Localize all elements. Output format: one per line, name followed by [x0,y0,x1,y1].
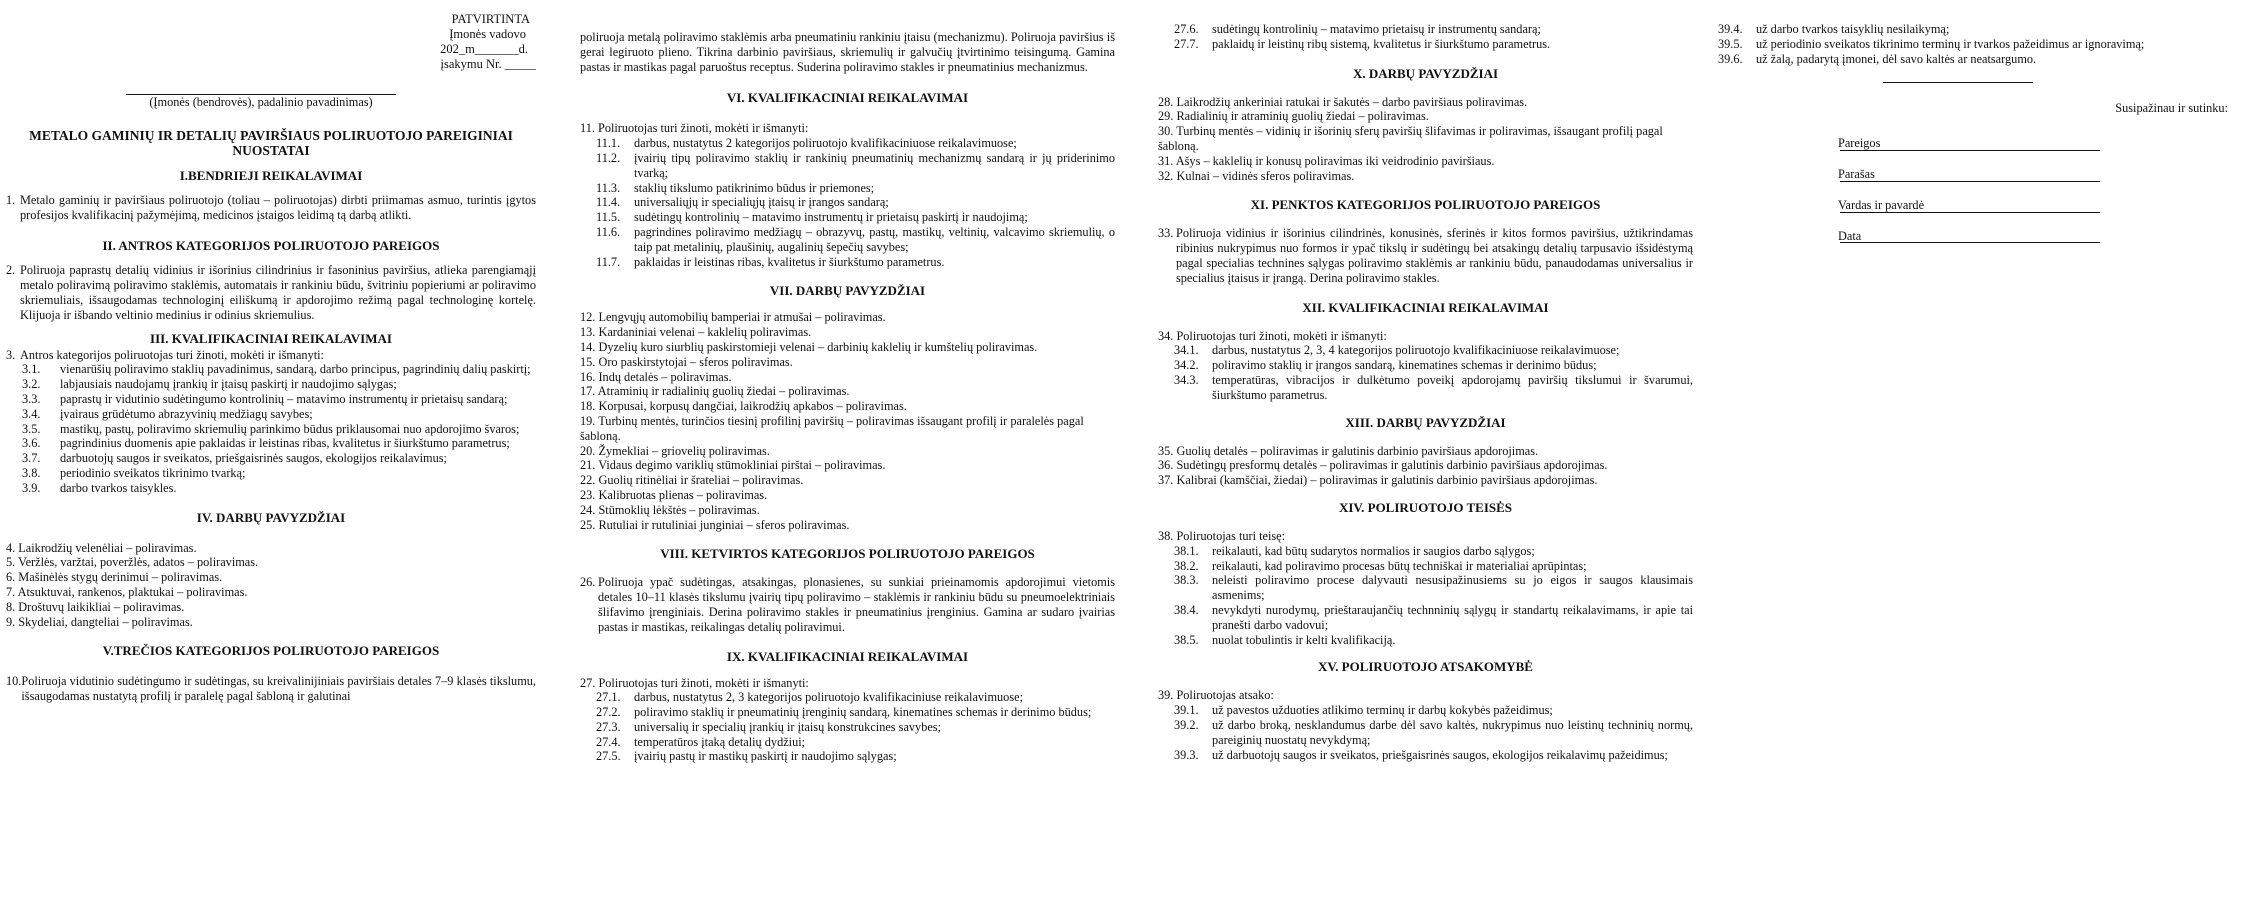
section-title: I.BENDRIEJI REIKALAVIMAI [179,167,363,183]
item-text: už darbo tvarkos taisyklių nesilaikymą; [1756,22,1950,36]
list-item [1158,559,1693,574]
signature-field-line[interactable] [1840,138,2100,151]
paragraph-text: 27. Poliruotojas turi žinoti, mokėti ir išmanyti: [580,675,809,690]
paragraph-text: 34. Poliruotojas turi žinoti, mokėti ir išmanyti: [1158,328,1387,343]
section-title: III. KVALIFIKACINIAI REIKALAVIMAI [150,330,392,346]
item-number: 11.7. [596,254,621,269]
list-item [1158,703,1693,718]
section-title: VII. DARBŲ PAVYZDŽIAI [769,283,926,299]
list-item [1158,37,1693,52]
item-number: 39.1. [1174,703,1199,718]
section-title: IX. KVALIFIKACINIAI REIKALAVIMAI [726,648,969,664]
list-item [580,690,1115,705]
document-title: METALO GAMINIŲ IR DETALIŲ PAVIRŠIAUS POLIRUOTOJO PAREIGINIAI NUOSTATAI [29,127,513,158]
list-item [1158,544,1693,559]
item-text: darbus, nustatytus 2 kategorijos poliruotojo kvalifikaciniuose reikalavimuose; [634,136,1017,151]
list-item [6,466,536,481]
signature-field-line[interactable] [1840,200,2100,213]
paragraph-text: 38. Poliruotojas turi teisę: [1158,528,1286,543]
list-item: 9. Skydeliai, dangteliai – poliravimas. [6,614,193,629]
list-item [1158,22,1693,37]
item-number: 3.5. [22,421,41,436]
list-item: 24. Stūmoklių lėkštės – poliravimas. [580,502,760,517]
work-examples-list [580,310,1115,532]
list-item [6,451,536,466]
list-item: 32. Kulnai – vidinės sferos poliravimas. [1158,168,1355,183]
item-number: 39.4. [1718,22,1743,36]
item-text: darbo tvarkos taisykles. [60,480,177,495]
item-number: 27.6. [1174,22,1199,36]
paragraph [6,348,536,363]
signature-field-line[interactable] [1840,169,2100,182]
signature-row-name: Vardas ir pavardė [1838,198,2238,213]
section-title: VI. KVALIFIKACINIAI REIKALAVIMAI [726,90,969,106]
item-number: 39.6. [1718,51,1743,66]
item-number: 27.4. [596,734,621,749]
list-item: 13. Kardaniniai velenai – kaklelių poliravimas. [580,325,812,340]
list-item [580,255,1115,270]
list-item: 15. Oro paskirstytojai – sferos poliravimas. [580,354,793,369]
item-number: 3.8. [22,465,41,480]
list-item [6,392,536,407]
item-text: sudėtingų kontrolinių – matavimo instrumentų ir prietaisų paskirtį ir naudojimą; [634,210,1028,225]
section-title: V.TREČIOS KATEGORIJOS POLIRUOTOJO PAREIGOS [102,643,440,659]
section-title: XV. POLIRUOTOJO ATSAKOMYBĖ [1318,659,1533,675]
list-item: 4. Laikrodžių velenėliai – poliravimas. [6,540,197,555]
item-number: 27.5. [596,749,621,764]
item-number: 39.5. [1718,36,1743,51]
list-item [6,377,536,392]
list-item [6,481,536,496]
item-number: 11.3. [596,180,621,195]
item-text: nuolat tobulintis ir kelti kvalifikaciją. [1212,632,1396,647]
item-text: darbus, nustatytus 2, 3 kategorijos poliruotojo kvalifikaciniuse reikalavimuose; [634,690,1023,705]
item-text: už darbo broką, nesklandumus darbe dėl savo kaltės, nukrypimus nuo leistinų techninių normų, pareiginių nuostatų nevykdymą; [1212,717,1693,747]
item-number: 11.5. [596,210,621,225]
list-item: 36. Sudėtingų presformų detalės – poliravimas ir galutinis darbinio paviršiaus apdorojimas. [1158,458,1608,473]
work-examples-list [1158,95,1693,184]
paragraph-text: Poliruoja ypač sudėtingas, atsakingas, plonasienes, su sunkiai prieinamomis apdorojimui vietomis detales 10–11 klasės tikslumu įvairių tipų poliravimo – staklėmis ir rankiniu būdu su pneumoelektriniais šlifavimo įrenginiais. Derina poliravimo stakles ir pneumatinius įrenginius. Gamina ar sudaro įvairias pastas ir mastikas, reikalingas detalių poliravimui. [598,575,1115,634]
item-text: staklių tikslumo patikrinimo būdus ir priemones; [634,180,875,195]
paragraph-text: Metalo gaminių ir paviršiaus poliruotojo (toliau – poliruotojas) dirbti priimamas asmuo, turintis įgytos profesijos kvalifikacinį pažymėjimą, medicinos įstaigos leidimą tą darbą atlikti. [20,192,536,222]
item-number: 39.2. [1174,717,1199,732]
item-text: darbuotojų saugos ir sveikatos, priešgaisrinės saugos, ekologijos reikalavimus; [60,451,447,466]
item-text: įvairaus grūdėtumo abrazyvinių medžiagų savybes; [60,406,313,421]
item-text: reikalauti, kad būtų sudarytos normalios ir saugios darbo sąlygos; [1212,543,1535,558]
section-title: XII. KVALIFIKACINIAI REIKALAVIMAI [1302,299,1549,315]
paragraph-text: poliruoja metalą poliravimo staklėmis arba pneumatiniu rankiniu įtaisu (mechanizmu). Poliruoja paviršius iš gerai legiruoto plieno. Tikrina darbinio paviršiaus, skriemulių ir galvučių įtvirtinimo teisingumą. Gamina pastas ir mastikas pagal paruoštus receptus. Suderina poliravimo stakles ir pneumatinius mechanizmus. [580,30,1115,74]
column-4 [1718,0,2238,243]
item-text: įvairių pastų ir mastikų paskirtį ir naudojimo sąlygas; [634,749,897,764]
item-text: pagrindinius duomenis apie paklaidas ir leistinas ribas, kvalitetus ir šiurkštumo parametrus; [60,436,510,451]
section-title: IV. DARBŲ PAVYZDŽIAI [196,509,346,525]
item-number: 27.7. [1174,36,1199,51]
paragraph-text: Antros kategorijos poliruotojas turi žinoti, mokėti ir išmanyti: [20,347,324,362]
separator-line [1883,82,2033,83]
list-item [580,225,1115,255]
list-item [580,136,1115,151]
list-item [580,195,1115,210]
item-number: 11.1. [596,136,621,151]
section-title: XI. PENKTOS KATEGORIJOS POLIRUOTOJO PAREIGOS [1250,197,1601,213]
item-number: 34.2. [1174,358,1199,373]
list-item: 7. Atsuktuvai, rankenos, plaktukai – poliravimas. [6,584,248,599]
item-text: paprastų ir vidutinio sudėtingumo kontrolinių – matavimo instrumentų ir prietaisų sandarą; [60,391,508,406]
list-item: 6. Mašinėlės stygų derinimui – poliravimas. [6,570,223,585]
acquaintance-label: Susipažinau ir sutinku: [2115,101,2228,116]
list-item: 37. Kalibrai (kamščiai, žiedai) – poliravimas ir galutinis darbinio paviršiaus apdorojimas. [1158,473,1598,488]
list-item [1158,748,1693,763]
paragraph-text: Poliruoja vidutinio sudėtingumo ir sudėtingas, su kreivalinijiniais paviršiais detales 7–9 klasės tikslumu, išsaugodamas nustatytą profilį ir paralelę pagal šabloną ir galutinai [21,674,536,704]
item-text: periodinio sveikatos tikrinimo tvarką; [60,465,246,480]
list-item [580,151,1115,181]
paragraph-text: Poliruoja paprastų detalių vidinius ir išorinius cilindrinius ir fasoninius paviršius, atlieka parengiamąjį metalo poliravimą poliravimo staklėmis, automatais ir rankiniu būdu, švitriniu popieriumi ar poliravimo skriemuliais, išsaugodamas technologinį eiliškumą ir apdorojimo režimą pagal technologinę kortelę. Klijuoja ir išbando veltinio medinius ir odinius skriemulius. [20,263,536,322]
item-number: 27.2. [596,705,621,720]
signature-row-signature: Parašas [1838,167,2238,182]
paragraph-number: 2. [6,263,16,278]
item-text: už pavestos užduoties atlikimo terminų ir darbų kokybės pažeidimus; [1212,703,1553,718]
list-item: 18. Korpusai, korpusų dangčiai, laikrodžių apkabos – poliravimas. [580,399,907,414]
list-item [1718,37,2238,52]
list-item [580,720,1115,735]
list-item: 5. Veržlės, varžtai, poveržlės, adatos – poliravimas. [6,555,259,570]
list-item [580,705,1115,720]
list-item: 29. Radialinių ir atraminių guolių žiedai – poliravimas. [1158,109,1429,124]
approval-block [6,0,536,72]
item-text: temperatūros įtaką detalių dydžiui; [634,734,806,749]
list-item: 8. Droštuvų laikikliai – poliravimas. [6,599,185,614]
item-text: įvairių tipų poliravimo staklių ir rankinių pneumatinių mechanizmų sandarą ir jų priderinimo tvarką; [634,150,1115,180]
list-item [1158,373,1693,403]
approval-line: įsakymu Nr. _____ [440,57,536,71]
item-text: už žalą, padarytą įmonei, dėl savo kaltės ar neatsargumo. [1756,51,2037,66]
item-number: 3.6. [22,436,41,451]
paragraph [6,674,536,704]
list-item [580,735,1115,750]
item-number: 38.3. [1174,573,1199,588]
company-name-caption: (Įmonės (bendrovės), padalinio pavadinimas) [126,94,396,110]
list-item [1718,22,2238,37]
requirements-list [6,362,536,495]
column-2 [580,0,1115,764]
requirements-list [1158,343,1693,402]
list-item: 20. Žymekliai – griovelių poliravimas. [580,443,770,458]
paragraph [580,575,1115,634]
paragraph-number: 10. [6,674,22,689]
item-number: 3.3. [22,391,41,406]
item-number: 3.9. [22,480,41,495]
list-item [580,749,1115,764]
list-item: 21. Vidaus degimo variklių stūmokliniai pirštai – poliravimas. [580,458,886,473]
item-number: 3.4. [22,406,41,421]
paragraph [1158,226,1693,285]
list-item: 30. Turbinų mentės – vidinių ir išorinių sferų paviršių šlifavimas ir poliravimas, išsaugant profilį pagal šabloną. [1158,124,1663,153]
list-item: 17. Atraminių ir radialinių guolių žiedai – poliravimas. [580,384,850,399]
work-examples-list [1158,444,1693,488]
column-3 [1158,0,1693,762]
list-item [6,407,536,422]
item-text: poliravimo staklių ir įrangos sandarą, kinematines schemas ir derinimo būdus; [1212,358,1597,373]
item-number: 38.2. [1174,558,1199,573]
item-text: poliravimo staklių ir pneumatinių įrenginių sandarą, kinematines schemas ir derinimo būdus; [634,705,1092,720]
requirements-list [580,136,1115,269]
item-number: 3.2. [22,377,41,392]
item-text: darbus, nustatytus 2, 3, 4 kategorijos poliruotojo kvalifikaciniuose reikalavimuose; [1212,343,1620,358]
item-number: 27.3. [596,719,621,734]
item-text: universaliųjų ir specialiųjų įtaisų ir įrangos sandarą; [634,195,889,210]
signature-field-line[interactable] [1840,230,2100,243]
approval-line: 202_m_______d. [440,42,528,56]
approval-line: PATVIRTINTA [451,12,530,26]
list-item: 28. Laikrodžių ankeriniai ratukai ir šakutės – darbo paviršiaus poliravimas. [1158,94,1528,109]
item-number: 38.5. [1174,632,1199,647]
paragraph-number: 26. [580,575,596,590]
list-item [6,422,536,437]
responsibility-list [1158,703,1693,762]
list-item: 16. Indų detalės – poliravimas. [580,369,732,384]
item-text: už periodinio sveikatos tikrinimo terminų ir tvarkos pažeidimus ar ignoravimą; [1756,36,2145,51]
paragraph-number: 33. [1158,226,1174,241]
list-item [6,436,536,451]
item-number: 38.1. [1174,543,1199,558]
item-text: už darbuotojų saugos ir sveikatos, priešgaisrinės saugos, ekologijos reikalavimų pažeidimus; [1212,747,1668,762]
list-item [580,181,1115,196]
list-item [580,210,1115,225]
item-text: nevykdyti nurodymų, prieštaraujančių technninių sąlygų ir standartų reikalavimams, ir apie tai pranešti darbo vadovui; [1212,602,1693,632]
paragraph [6,193,536,223]
item-number: 11.6. [596,224,621,239]
list-item [1158,343,1693,358]
work-examples-list [6,541,536,630]
item-text: universalių ir specialių įrankių ir įtaisų konstrukcines savybes; [634,719,942,734]
paragraph-text: Poliruoja vidinius ir išorinius cilindrinės, konusinės, sferinės ir kitos formos paviršius, užtikrindamas ribinius nukrypimus nuo formos ir ypač tikslų ir sudėtingų bei atsakingų detalių tarpusavio išsidėstymą pagal specialias technines sąlygas poliravimo staklėmis ar rankiniu būdu, panaudodamas universalius ir specialius įtaisus ir įrangą. Derina poliravimo stakles. [1176,226,1693,285]
list-item: 12. Lengvųjų automobilių bamperiai ir atmušai – poliravimas. [580,310,886,325]
list-item [6,362,536,377]
item-text: neleisti poliravimo procese dalyvauti nesusipažinusiems su jo eigos ir saugos klausimais asmenims; [1212,573,1693,603]
list-item [1158,633,1693,648]
list-item: 25. Rutuliai ir rutuliniai junginiai – sferos poliravimas. [580,517,850,532]
paragraph-number: 3. [6,347,16,362]
section-title: XIII. DARBŲ PAVYZDŽIAI [1345,414,1506,430]
section-title: VIII. KETVIRTOS KATEGORIJOS POLIRUOTOJO PAREIGOS [660,546,1035,562]
item-text: sudėtingų kontrolinių – matavimo prietaisų ir instrumentų sandarą; [1212,22,1541,36]
item-text: temperatūras, vibracijos ir dulkėtumo poveikį apdorojamų paviršių tikslumui ir švarumui, šiurkštumo parametrus. [1212,372,1693,402]
item-number: 27.1. [596,690,621,705]
item-number: 11.2. [596,150,621,165]
item-text: paklaidų ir leistinų ribų sistemą, kvalitetus ir šiurkštumo parametrus. [1212,36,1551,51]
requirements-list [580,690,1115,764]
item-number: 11.4. [596,195,621,210]
list-item: 14. Dyzelių kuro siurblių paskirstomieji velenai – darbinių kaklelių ir kumštelių poliravimas. [580,339,1038,354]
list-item [1718,52,2238,67]
section-title: XIV. POLIRUOTOJO TEISĖS [1338,499,1513,515]
list-item: 31. Ašys – kaklelių ir konusų poliravimas iki veidrodinio paviršiaus. [1158,153,1495,168]
item-text: vienarūšių poliravimo staklių pavadinimus, sandarą, darbo principus, pagrindinių dalių paskirtį; [60,362,531,377]
item-text: paklaidas ir leistinas ribas, kvalitetus ir šiurkštumo parametrus. [634,254,945,269]
list-item: 22. Guolių ritinėliai ir šrateliai – poliravimas. [580,473,804,488]
item-text: pagrindines poliravimo medžiagų – obrazyvų, pastų, mastikų, veltinių, valcavimo skriemulių, o taip pat metalinių, plaušinių, augalinių šepečių savybes; [634,224,1115,254]
paragraph-number: 1. [6,192,16,207]
signature-row-position: Pareigos [1838,136,2238,151]
list-item: 23. Kalibruotas plienas – poliravimas. [580,487,768,502]
paragraph-text: 39. Poliruotojas atsako: [1158,688,1274,703]
list-item [1158,718,1693,748]
list-item [1158,358,1693,373]
list-item [1158,603,1693,633]
paragraph [6,263,536,322]
column-1 [6,0,536,704]
section-title: II. ANTROS KATEGORIJOS POLIRUOTOJO PAREIGOS [102,238,440,254]
requirements-list [1158,22,1693,52]
item-number: 3.7. [22,451,41,466]
item-text: reikalauti, kad poliravimo procesas būtų techniškai ir materialiai aprūpintas; [1212,558,1587,573]
item-number: 39.3. [1174,747,1199,762]
item-number: 3.1. [22,362,41,377]
rights-list [1158,544,1693,648]
item-number: 38.4. [1174,602,1199,617]
list-item: 19. Turbinų mentės, turinčios tiesinį profilinį paviršių – poliravimas išsaugant profilį ir paralelės pagal šabloną. [580,413,1084,443]
responsibility-list [1718,22,2238,66]
item-text: labjausiais naudojamų įrankių ir įtaisų paskirtį ir naudojimo sąlygas; [60,377,397,392]
item-number: 34.3. [1174,372,1199,387]
list-item: 35. Guolių detalės – poliravimas ir galutinis darbinio paviršiaus apdorojimas. [1158,443,1539,458]
approval-line: Įmonės vadovo [449,27,526,41]
item-text: mastikų, pastų, poliravimo skriemulių parinkimo būdus priklausomai nuo apdorojimo švaros; [60,421,520,436]
list-item [1158,573,1693,603]
signature-row-date: Data [1838,229,2238,244]
item-number: 34.1. [1174,343,1199,358]
paragraph-text: 11. Poliruotojas turi žinoti, mokėti ir išmanyti: [580,121,809,136]
section-title: X. DARBŲ PAVYZDŽIAI [1352,65,1499,81]
